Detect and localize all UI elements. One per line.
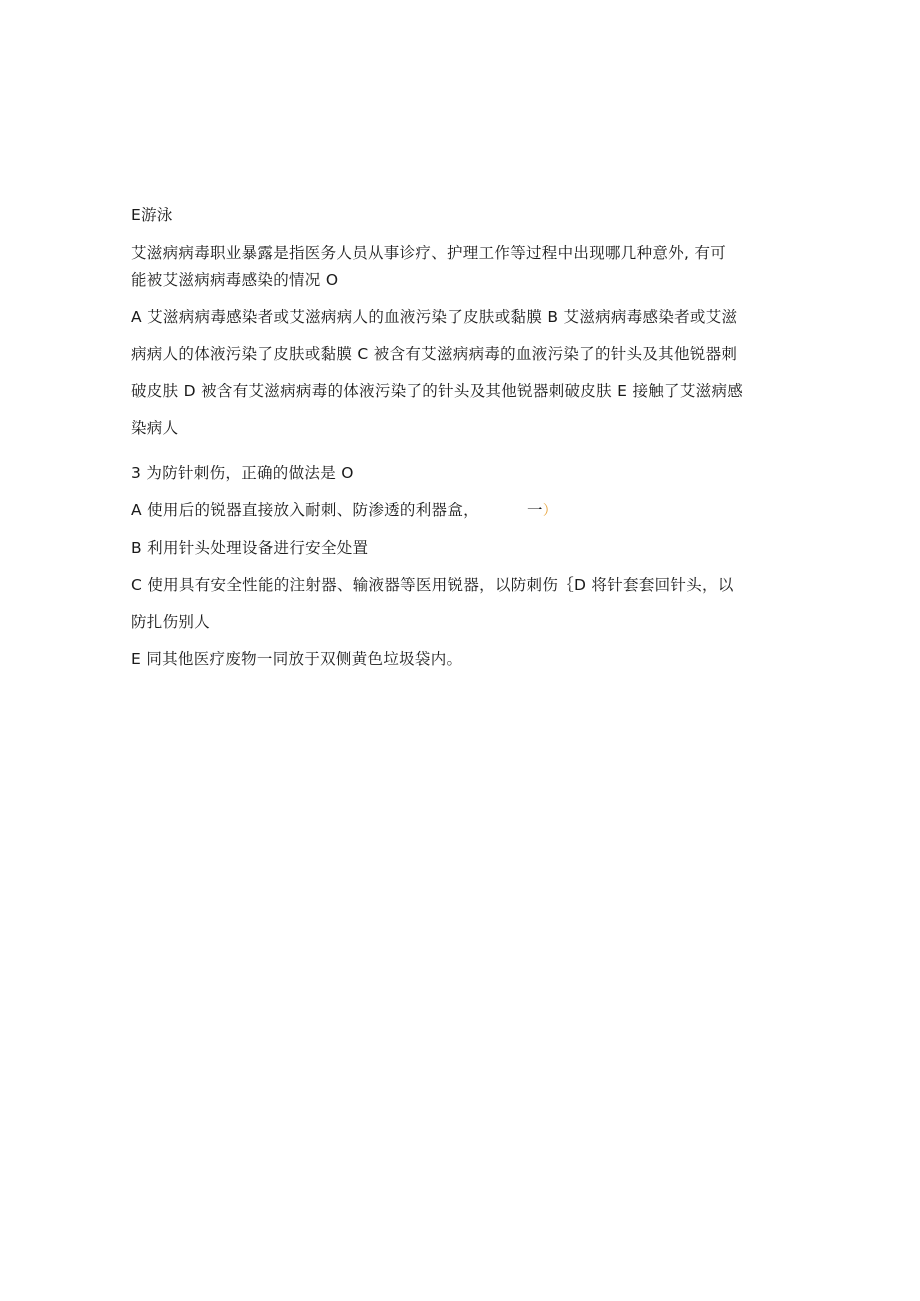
document-body [131, 203, 791, 671]
question-3-option-a-dash: 一 [526, 501, 543, 519]
question-2-options [131, 305, 791, 440]
question-2-options-line-2: 病病人的体液污染了皮肤或黏膜 C 被含有艾滋病病毒的血液污染了的针头及其他锐器刺 [131, 345, 738, 363]
question-2-options-line-3: 破皮肤 D 被含有艾滋病病毒的体液污染了的针头及其他锐器刺破皮肤 E 接触了艾滋病感 [131, 382, 744, 400]
question-2-stem-line-2: 能被艾滋病病毒感染的情况 O [131, 271, 339, 289]
question-3-option-b: B 利用针头处理设备进行安全处置 [131, 539, 369, 557]
question-2-options-line-1: A 艾滋病病毒感染者或艾滋病病人的血液污染了皮肤或黏膜 B 艾滋病病毒感染者或艾滋 [131, 308, 738, 326]
question-3-option-e: E 同其他医疗废物一同放于双侧黄色垃圾袋内。 [131, 650, 463, 668]
question-3-option-a-text: A 使用后的锐器直接放入耐刺、防渗透的利器盒， [131, 501, 479, 519]
option-e-swimming: E游泳 [131, 206, 173, 224]
question-2-stem-line-1: 艾滋病病毒职业暴露是指医务人员从事诊疗、护理工作等过程中出现哪几种意外, 有可 [131, 244, 727, 262]
question-3-options-cd-line-2: 防扎伤别人 [131, 613, 211, 631]
question-3-option-a-paren: ） [542, 503, 558, 519]
question-3-option-a [131, 498, 791, 523]
question-2-options-line-4: 染病人 [131, 419, 179, 437]
question-3-options-cd-line-1: C 使用具有安全性能的注射器、输液器等医用锐器，以防刺伤｛D 将针套套回针头，以 [131, 576, 734, 594]
question-3-stem: 3 为防针刺伤，正确的做法是 O [131, 464, 354, 482]
